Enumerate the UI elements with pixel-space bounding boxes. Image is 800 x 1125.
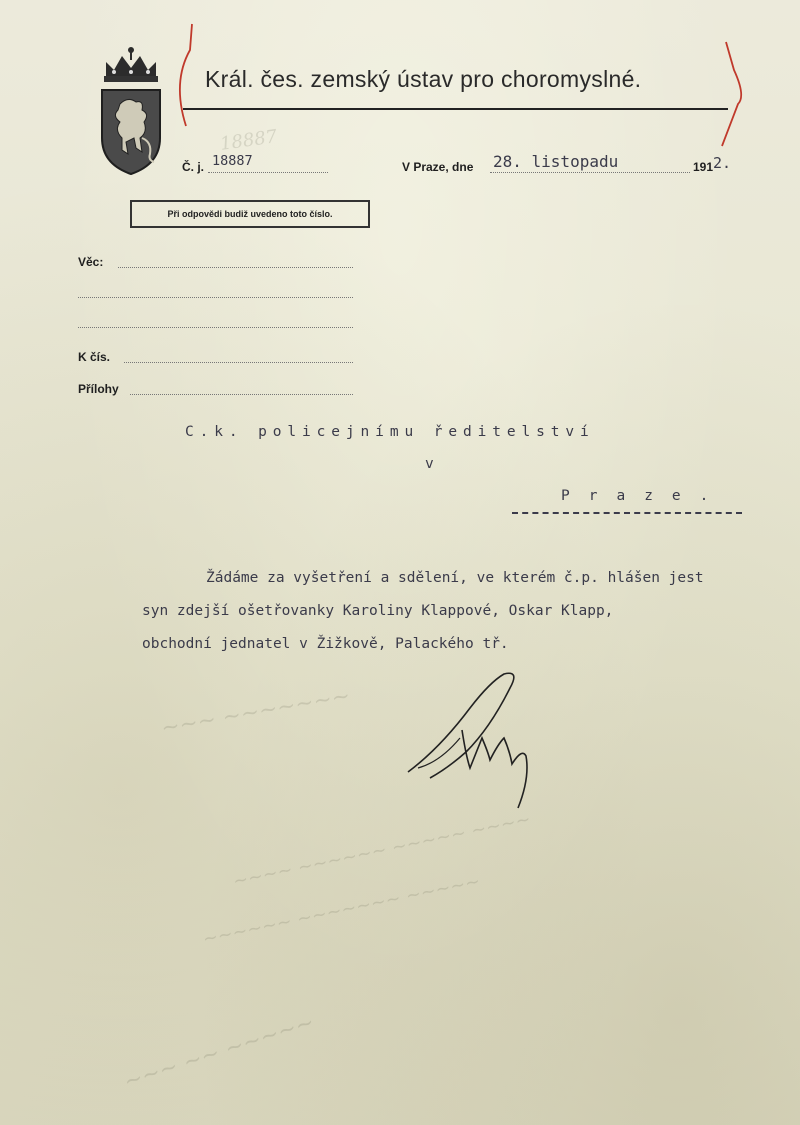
show-through-writing: ~~~~ ~~~~~~ ~~~~~ ~~~~: [231, 808, 533, 893]
show-through-writing: ~~~ ~~~~~~~: [159, 683, 353, 742]
body-line-1: Žádáme za vyšetření a sdělení, ve kterém č.p. hlášen jest: [206, 570, 704, 586]
red-pencil-mark: [712, 40, 748, 150]
date-dotline: [490, 172, 690, 173]
heading-rule: [183, 108, 728, 110]
body-line-2: syn zdejší ošetřovanky Karoliny Klappové, Oskar Klapp,: [142, 603, 614, 619]
red-pencil-mark: [168, 22, 196, 132]
cj-number: 18887: [212, 153, 253, 169]
k-cis-dotline: [124, 362, 353, 363]
show-through-writing: ~~~~~~ ~~~~~~~ ~~~~~: [200, 870, 483, 951]
addressee-line-2: v: [425, 456, 434, 472]
vec-dotline-2: [78, 297, 353, 298]
year-prefix: 191: [693, 160, 714, 174]
addressee-underline: [512, 512, 742, 514]
year-suffix: 2.: [713, 154, 732, 172]
body-line-3: obchodní jednatel v Žižkově, Palackého tř.: [142, 636, 509, 652]
k-cis-label: K čís.: [78, 350, 111, 364]
vec-label: Věc:: [78, 255, 104, 269]
show-through-writing: ~~~ ~~ ~~~~~: [120, 1009, 318, 1096]
prilohy-label: Přílohy: [78, 382, 119, 396]
vec-dotline-3: [78, 327, 353, 328]
coat-of-arms-emblem: [98, 42, 164, 176]
date-typed: 28. listopadu: [493, 152, 619, 171]
prilohy-dotline: [130, 394, 353, 395]
cj-label: Č. j.: [182, 160, 205, 174]
handwritten-signature: [400, 668, 550, 818]
reply-notice-box: [130, 200, 370, 228]
addressee-line-1: C.k. policejnímu ředitelství: [185, 424, 595, 440]
place-date-label: V Praze, dne: [402, 160, 474, 174]
institution-heading: Král. čes. zemský ústav pro choromyslné.: [205, 66, 642, 92]
vec-dotline: [118, 267, 353, 268]
show-through-stamp: 18887: [218, 126, 279, 155]
reply-notice-text: Při odpovědi budiž uvedeno toto číslo.: [167, 209, 333, 219]
addressee-line-3: Praze.: [561, 488, 728, 504]
cj-dotline: [208, 172, 328, 173]
